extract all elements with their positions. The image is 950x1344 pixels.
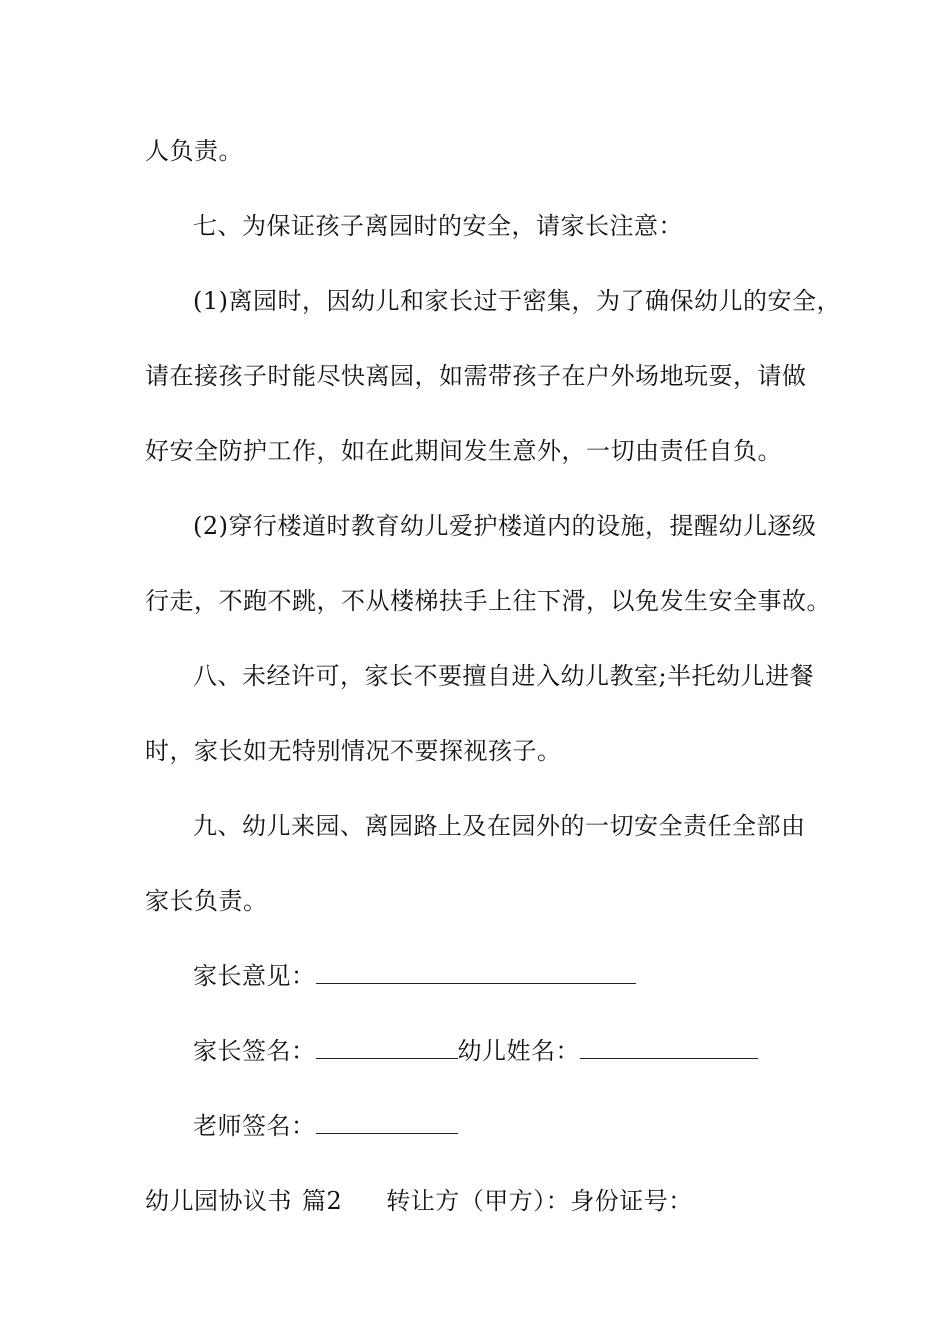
signature-row [193,1036,758,1066]
text-line: 人负责。 [145,137,243,165]
parent-opinion-label: 家长意见： [193,962,316,990]
agreement-title: 幼儿园协议书 [145,1187,292,1215]
text-line: 时，家长如无特别情况不要探视孩子。 [145,737,562,765]
parent-opinion-blank[interactable] [316,961,636,984]
parent-opinion-row [193,961,636,991]
text-line: (2)穿行楼道时教育幼儿爱护楼道内的设施，提醒幼儿逐级 [193,512,817,540]
text-line: 行走，不跑不跳，不从楼梯扶手上往下滑，以免发生安全事故。 [145,587,831,615]
section-seven-heading: 七、为保证孩子离园时的安全，请家长注意： [193,212,683,240]
parent-signature-label: 家长签名： [193,1037,316,1065]
transferor-label: 转让方（甲方）：身份证号： [386,1187,693,1215]
footer-row [145,1186,693,1216]
section-eight-text: 八、未经许可，家长不要擅自进入幼儿教室;半托幼儿进餐 [193,662,815,690]
child-name-label: 幼儿姓名： [457,1037,580,1065]
parent-signature-blank[interactable] [316,1036,458,1059]
text-line: (1)离园时，因幼儿和家长过于密集，为了确保幼儿的安全， [193,287,841,315]
part-label: 篇2 [302,1187,343,1215]
text-line: 家长负责。 [145,887,268,915]
child-name-blank[interactable] [580,1036,758,1059]
text-line: 好安全防护工作，如在此期间发生意外，一切由责任自负。 [145,437,782,465]
section-nine-text: 九、幼儿来园、离园路上及在园外的一切安全责任全部由 [193,812,806,840]
teacher-signature-row [193,1111,458,1141]
teacher-signature-blank[interactable] [316,1111,458,1134]
teacher-signature-label: 老师签名： [193,1112,316,1140]
text-line: 请在接孩子时能尽快离园，如需带孩子在户外场地玩耍，请做 [145,362,807,390]
